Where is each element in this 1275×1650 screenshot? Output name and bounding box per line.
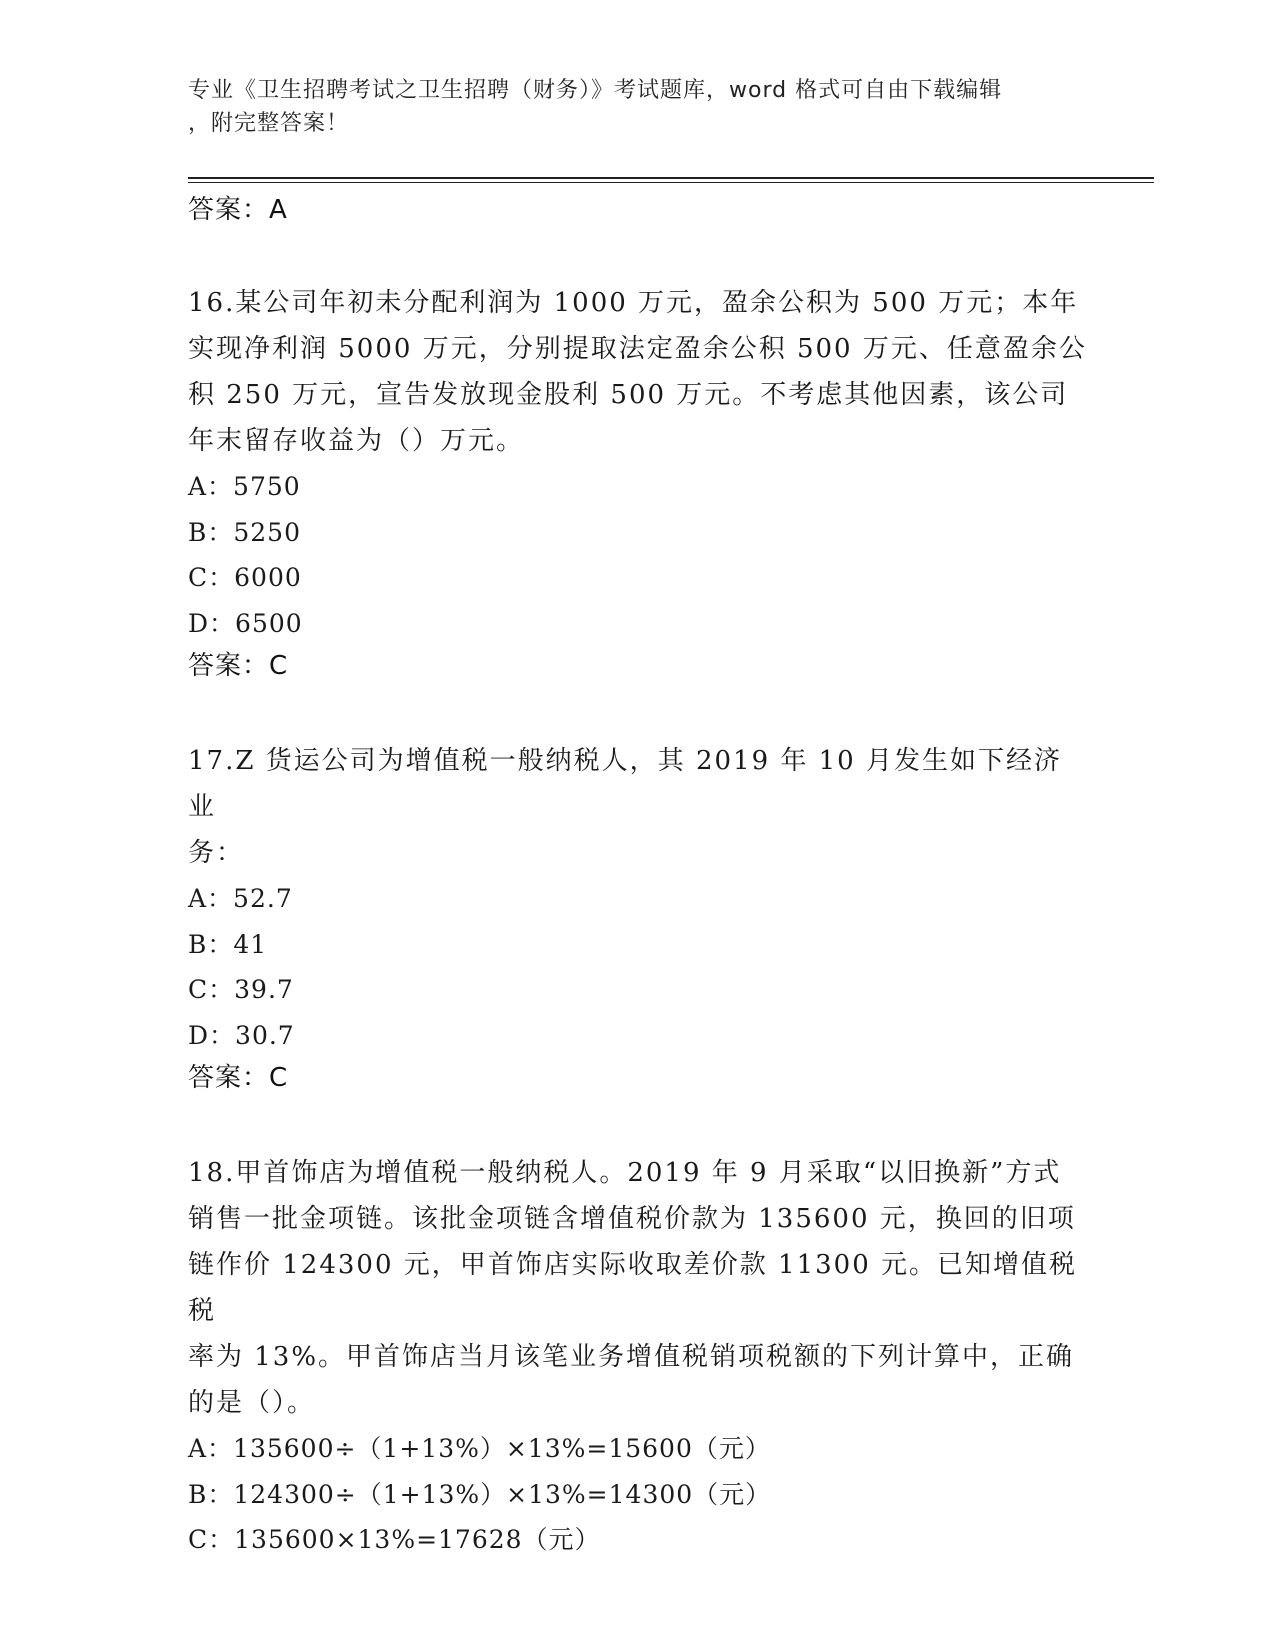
header-line-1: 专业《卫生招聘考试之卫生招聘（财务）》考试题库，word 格式可自由下载编辑 [188,78,1003,103]
question-stem-line: 的是（）。 [188,1388,316,1418]
option-d: D：6500 [188,608,303,638]
option-a: A：135600÷（1+13%）×13%=15600（元） [188,1434,771,1463]
question-stem-line: 实现净利润 5000 万元，分别提取法定盈余公积 500 万元、任意盈余公 [188,334,1087,364]
question-stem-line: 17.Z 货运公司为增值税一般纳税人，其 2019 年 10 月发生如下经济业 [188,746,1062,822]
option-a: A：52.7 [188,884,293,913]
question-stem-line: 务： [188,838,245,868]
question-stem-line: 率为 13%。甲首饰店当月该笔业务增值税销项税额的下列计算中，正确 [188,1342,1075,1372]
document-body [188,190,1088,1563]
option-c: C：135600×13%=17628（元） [188,1525,601,1554]
option-b: B：41 [188,929,268,959]
header-divider-thin [188,182,1154,183]
answer-line: 答案：C [188,1063,289,1093]
option-b: B：124300÷（1+13%）×13%=14300（元） [188,1479,772,1509]
question-block [188,738,1088,1098]
option-d: D：30.7 [188,1020,295,1050]
page-header [188,74,1068,140]
question-stem-line: 积 250 万元，宣告发放现金股利 500 万元。不考虑其他因素，该公司 [188,380,1069,410]
question-stem-line: 链作价 124300 元，甲首饰店实际收取差价款 11300 元。已知增值税税 [188,1250,1078,1326]
option-c: C：39.7 [188,975,294,1004]
question-stem-line: 18.甲首饰店为增值税一般纳税人。2019 年 9 月采取“以旧换新”方式 [188,1158,1062,1188]
question-stem-line: 销售一批金项链。该批金项链含增值税价款为 135600 元，换回的旧项 [188,1204,1076,1234]
question-block [188,280,1088,686]
option-b: B：5250 [188,517,301,547]
option-a: A：5750 [188,472,301,501]
question-stem-line: 16.某公司年初未分配利润为 1000 万元，盈余公积为 500 万元；本年 [188,288,1079,318]
answer-line: 答案：A [188,195,288,225]
answer-line: 答案：C [188,651,289,681]
header-divider-thick [188,177,1154,179]
header-line-2: ，附完整答案！ [188,111,350,136]
option-c: C：6000 [188,563,302,592]
question-block [188,1150,1088,1563]
question-stem-line: 年末留存收益为（）万元。 [188,426,525,456]
